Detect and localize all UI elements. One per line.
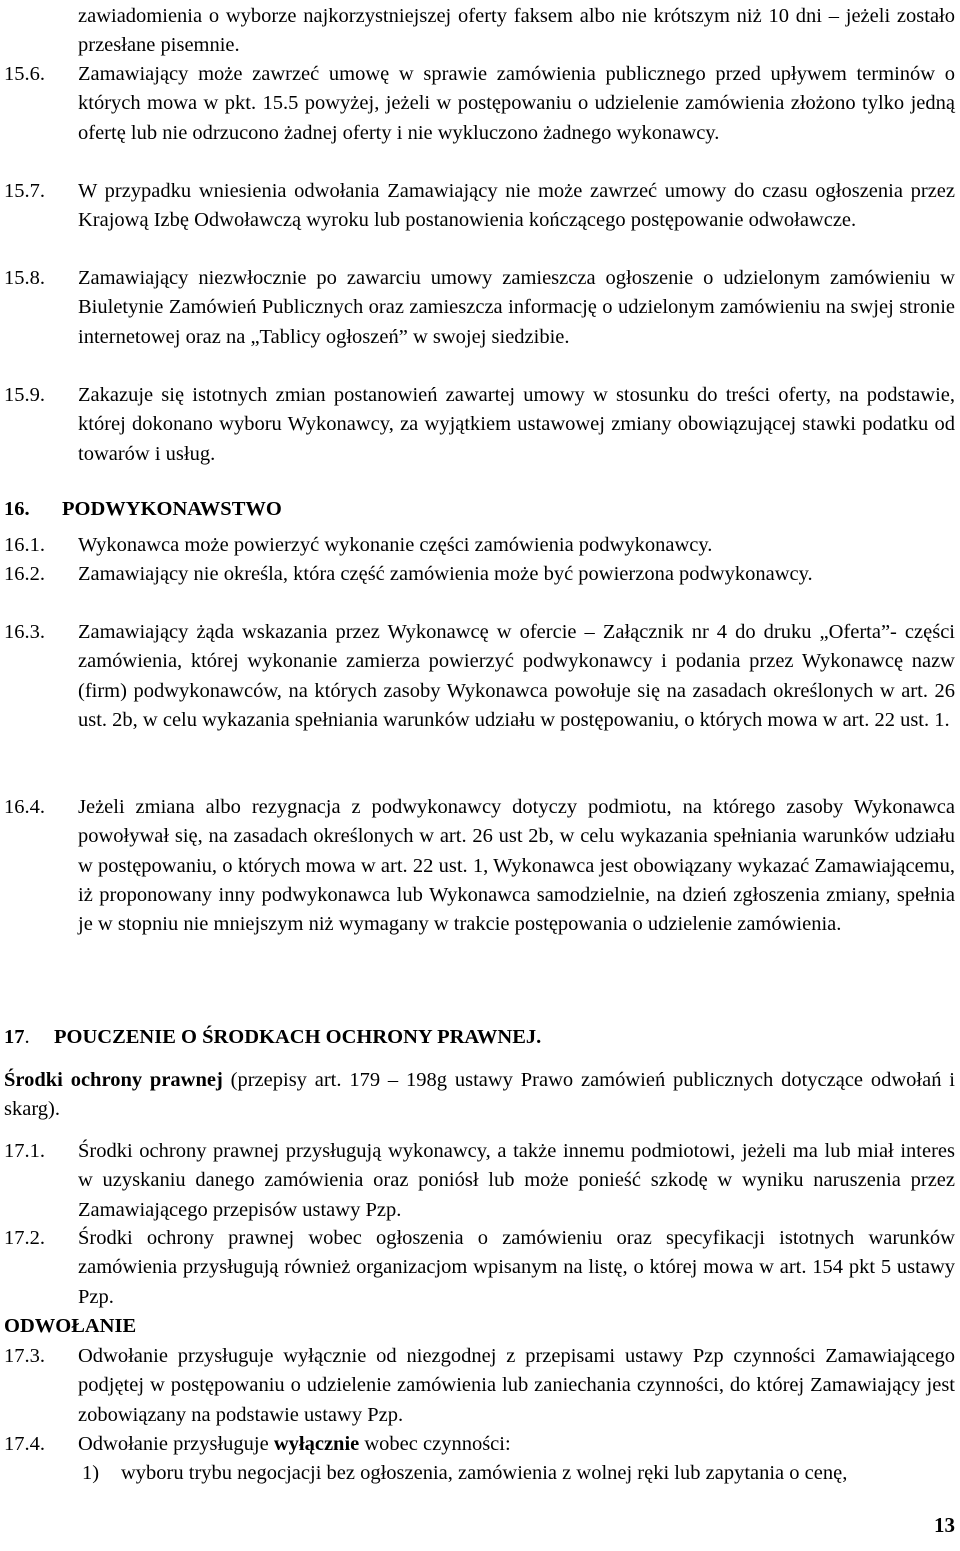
section-number-16-2: 16.2. [4, 563, 45, 585]
s17-4-bold: wyłącznie [273, 1433, 360, 1455]
heading-17-title: POUCZENIE O ŚRODKACH OCHRONY PRAWNEJ. [54, 1026, 542, 1048]
s17-4-post: wobec czynności: [359, 1433, 511, 1455]
section-number-16-1: 16.1. [4, 534, 45, 556]
heading-16-number: 16. [4, 498, 30, 520]
section-number-17-2: 17.2. [4, 1227, 45, 1249]
section-16-3-text: Zamawiający żąda wskazania przez Wykonawcę w ofercie – Załącznik nr 4 do druku „Oferta”- części zamówienia, której wykonanie zamierza powierzyć podwykonawcy i podania przez Wykonawcę nazw (firm) podwykonawców, na których zasoby Wykonawca powołuje się na zasadach określonych w art. 26 ust. 2b, w celu wykazania spełniania warunków udziału w postępowaniu, o których mowa w art. 22 ust. 1. [78, 621, 955, 731]
section-17-1-text: Środki ochrony prawnej przysługują wykonawcy, a także innemu podmiotowi, jeżeli ma lub miał interes w uzyskaniu danego zamówienia oraz poniósł lub może ponieść szkodę w wyniku naruszenia przez Zamawiającego przepisów ustawy Pzp. [78, 1140, 955, 1221]
section-number-17-1: 17.1. [4, 1140, 45, 1162]
section-16-4-text: Jeżeli zmiana albo rezygnacja z podwykonawcy dotyczy podmiotu, na którego zasoby Wykonawca powoływał się, na zasadach określonych w art. 26 ust 2b, w celu wykazania spełniania warunków udziału w postępowaniu, o których mowa w art. 22 ust. 1, Wykonawca jest obowiązany wykazać Zamawiającemu, iż proponowany inny podwykonawca lub Wykonawca samodzielnie, na dzień zgłoszenia zmiany, spełnia je w stopniu nie mniejszym niż wymagany w trakcie postępowania o udzielenie zamówienia. [78, 796, 955, 936]
section-number-16-3: 16.3. [4, 621, 45, 643]
heading-odwolanie: ODWOŁANIE [4, 1315, 137, 1337]
section-17-intro [4, 1066, 955, 1125]
section-16-1-text: Wykonawca może powierzyć wykonanie części zamówienia podwykonawcy. [78, 534, 713, 556]
page-number: 13 [934, 1512, 955, 1537]
section-number-15-8: 15.8. [4, 267, 45, 289]
intro-rest: (przepisy art. 179 – 198g ustawy Prawo zamówień publicznych dotyczące odwołań i skarg). [4, 1069, 955, 1121]
list-item-1-number: 1) [82, 1462, 100, 1484]
section-17-2-text: Środki ochrony prawnej wobec ogłoszenia o zamówieniu oraz specyfikacji istotnych warunków zamówienia przysługują również organizacjom wpisanym na listę, o której mowa w art. 154 pkt 5 ustawy Pzp. [78, 1227, 955, 1308]
heading-16 [4, 495, 282, 524]
section-number-15-7: 15.7. [4, 180, 45, 202]
section-number-17-4: 17.4. [4, 1433, 45, 1455]
heading-17-dot: . [24, 1026, 30, 1048]
section-15-6-text: Zamawiający może zawrzeć umowę w sprawie zamówienia publicznego przed upływem terminów o których mowa w pkt. 15.5 powyżej, jeżeli w postępowaniu o udzielenie zamówienia złożono tylko jedną ofertę lub nie odrzucono żadnej oferty i nie wykluczono żadnego wykonawcy. [78, 63, 955, 144]
section-15-9-text: Zakazuje się istotnych zmian postanowień zawartej umowy w stosunku do treści oferty, na podstawie, której dokonano wyboru Wykonawcy, za wyjątkiem ustawowej zmiany obowiązującej stawki podatku od towarów i usług. [78, 384, 955, 465]
s17-4-pre: Odwołanie przysługuje [78, 1433, 274, 1455]
section-16-2-text: Zamawiający nie określa, która część zamówienia może być powierzona podwykonawcy. [78, 563, 813, 585]
heading-16-title: PODWYKONAWSTWO [62, 498, 282, 520]
paragraph-continuation: zawiadomienia o wyborze najkorzystniejszej oferty faksem albo nie krótszym niż 10 dni – jeżeli zostało przesłane pisemnie. [78, 5, 955, 57]
heading-17 [4, 1023, 542, 1052]
section-17-4-text [78, 1430, 955, 1459]
section-15-7-text: W przypadku wniesienia odwołania Zamawiający nie może zawrzeć umowy do czasu ogłoszenia przez Krajową Izbę Odwoławczą wyroku lub postanowienia kończącego postępowanie odwoławcze. [78, 180, 955, 232]
section-17-3-text: Odwołanie przysługuje wyłącznie od niezgodnej z przepisami ustawy Pzp czynności Zamawiającego podjętej w postępowaniu o udzielenie zamówienia lub zaniechania czynności, do której Zamawiający jest zobowiązany na podstawie ustawy Pzp. [78, 1345, 955, 1426]
list-item-1-text: wyboru trybu negocjacji bez ogłoszenia, zamówienia z wolnej ręki lub zapytania o cenę, [121, 1462, 848, 1484]
intro-bold-term: Środki ochrony prawnej [4, 1069, 223, 1091]
section-15-8-text: Zamawiający niezwłocznie po zawarciu umowy zamieszcza ogłoszenie o udzielonym zamówieniu w Biuletynie Zamówień Publicznych oraz zamieszcza informację o udzielonym zamówieniu na swjej stronie internetowej oraz na „Tablicy ogłoszeń” w swojej siedzibie. [78, 267, 955, 348]
heading-17-number: 17 [4, 1026, 25, 1048]
section-number-17-3: 17.3. [4, 1345, 45, 1367]
section-number-16-4: 16.4. [4, 796, 45, 818]
section-number-15-9: 15.9. [4, 384, 45, 406]
section-number-15-6: 15.6. [4, 63, 45, 85]
